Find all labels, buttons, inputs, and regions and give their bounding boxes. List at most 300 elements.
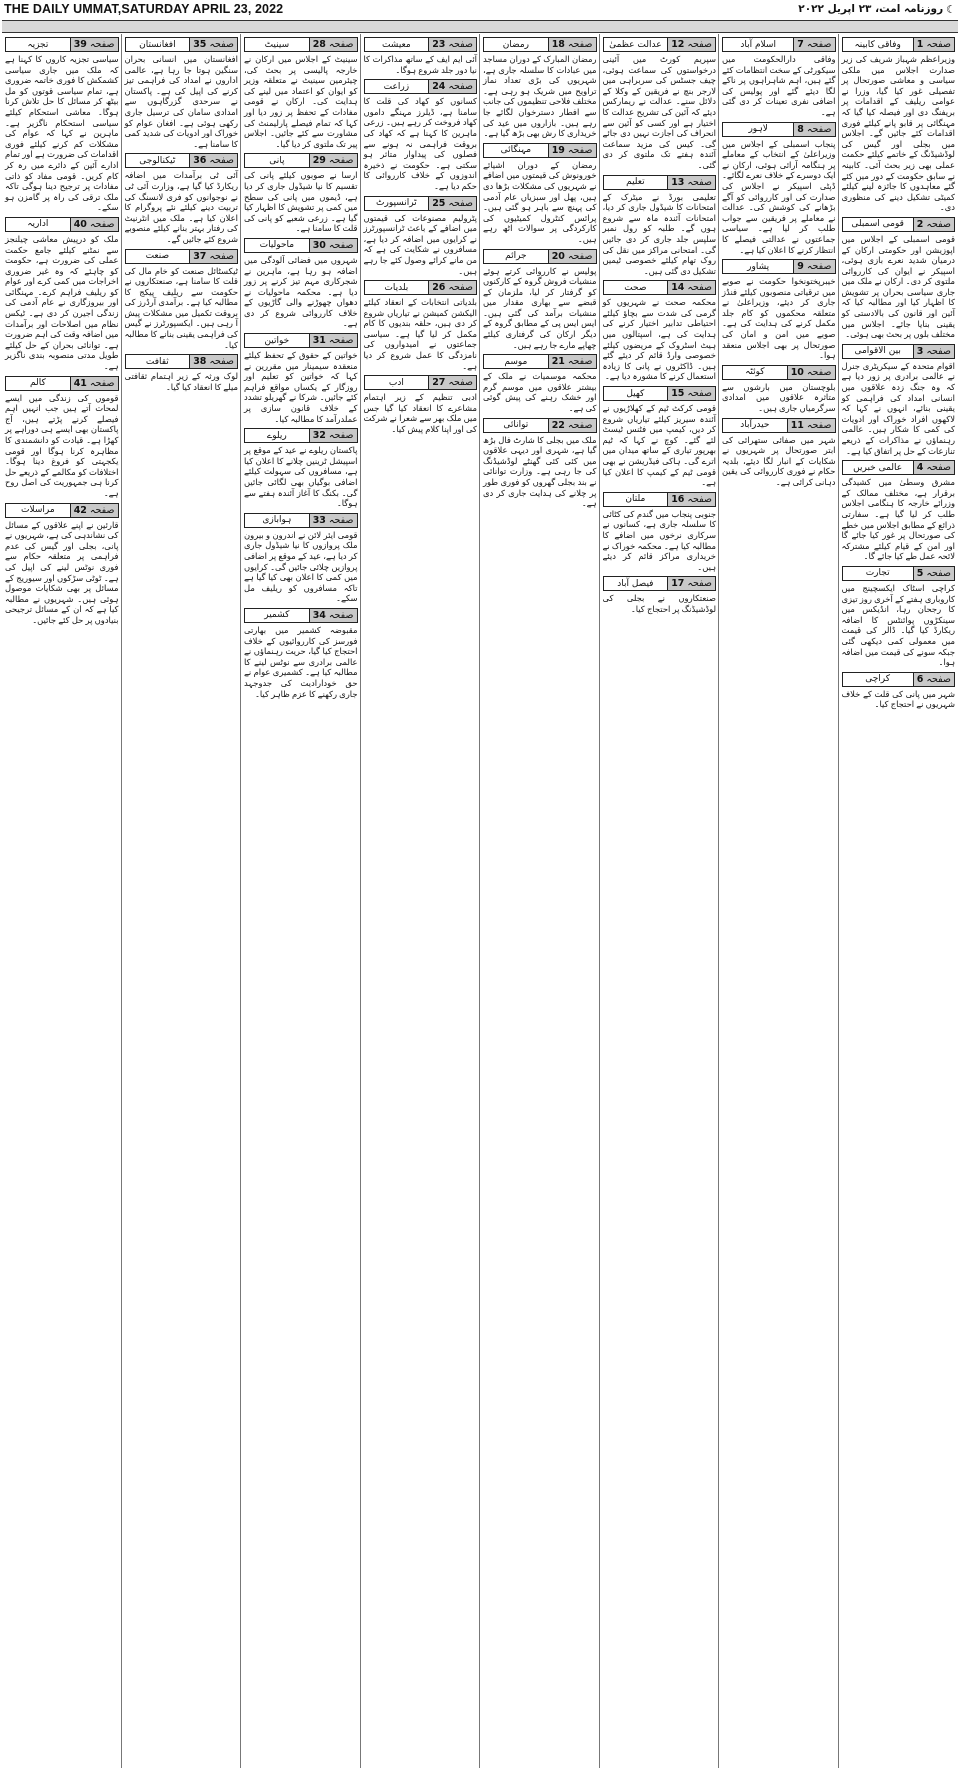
page-number: 7: [797, 39, 804, 50]
section-header: [125, 153, 239, 168]
news-item: [364, 280, 478, 371]
page-number-box: [189, 154, 237, 167]
news-item: [244, 428, 358, 509]
page-number: 37: [193, 250, 207, 262]
section-keyword: تجارت: [865, 568, 890, 579]
page-label: صفحہ: [448, 81, 473, 93]
page-number: 9: [797, 261, 804, 273]
page-number: 15: [671, 388, 685, 400]
page-number-box: [309, 609, 357, 622]
page-number-box: [70, 504, 118, 517]
column-divider: [838, 34, 839, 1768]
section-header: [603, 492, 717, 507]
page-number-box: [913, 673, 954, 686]
page-label: صفحہ: [687, 578, 712, 590]
news-item: [842, 566, 956, 668]
column-2: [719, 34, 839, 1768]
top-rule-bar: [2, 20, 958, 33]
news-item: [603, 280, 717, 382]
section-keyword: سینیٹ: [264, 39, 290, 50]
news-item: [5, 217, 119, 372]
news-item: [842, 460, 956, 562]
column-divider: [718, 34, 719, 1768]
page-number: 42: [73, 504, 87, 516]
page-number: 39: [73, 39, 87, 50]
page-number: 32: [312, 430, 326, 442]
section-body-text: مقبوضہ کشمیر میں بھارتی فورسز کی کارروائیوں کے خلاف احتجاج کیا گیا، حریت رہنماؤں نے عالمی برادری سے نوٹس لینے کا مطالبہ کیا ہے۔ کشمیری عوام نے حق خودارادیت کی جدوجہد جاری رکھنے کا عزم ظاہر کیا۔: [244, 624, 358, 699]
page-number-box: [70, 377, 118, 390]
page-label: صفحہ: [926, 567, 951, 579]
page-number: 23: [432, 39, 446, 50]
page-number: 11: [790, 419, 804, 431]
page-number: 20: [551, 250, 565, 262]
section-header: [722, 418, 836, 433]
news-item: [842, 217, 956, 340]
page-label: صفحہ: [209, 155, 234, 167]
page-number-box: [667, 38, 715, 51]
section-keyword: عالمی خبریں: [853, 462, 903, 473]
section-body-text: سپریم کورٹ میں آئینی درخواستوں کی سماعت ہوئی، چیف جسٹس کی سربراہی میں لارجر بنچ نے فریقین کے وکلا کے دلائل سنے۔ عدالت نے ریمارکس دیئے کہ آئین کی تشریح عدالت کا اختیار ہے اور کسی کو آئین سے انحراف کی اجازت نہیں دی جائے گی۔ کیس کی مزید سماعت آئندہ ہفتے تک ملتوی کر دی گئی۔: [602, 54, 716, 170]
section-header: [125, 354, 239, 369]
page-number-box: [913, 38, 954, 51]
section-header: [722, 37, 836, 52]
page-label: صفحہ: [926, 218, 951, 230]
section-body-text: شہر میں صفائی ستھرائی کی ابتر صورتحال پر شہریوں نے شکایات کے انبار لگا دیئے، بلدیہ حکام نے فوری کارروائی کی یقین دہانی کرائی ہے۔: [722, 434, 836, 487]
page-label: صفحہ: [806, 39, 832, 50]
section-body-text: پٹرولیم مصنوعات کی قیمتوں میں اضافے کے باعث ٹرانسپورٹرز نے کرایوں میں اضافہ کر دیا ہے، مسافروں نے شکایت کی ہے کہ من مانے کرائے وصول کئے جا رہے ہیں۔: [363, 212, 477, 276]
page-number: 2: [916, 218, 924, 230]
section-body-text: ٹیکسٹائل صنعت کو خام مال کی قلت کا سامنا ہے، صنعتکاروں نے حکومت سے ریلیف پیکج کا مطالبہ کیا ہے۔ برآمدی آرڈرز کی بروقت تکمیل میں مشکلات پیش آ رہی ہیں۔ ایکسپورٹرز نے گیس کی فراہمی یقینی بنانے کا مطالبہ کیا۔: [124, 265, 238, 350]
news-item: [722, 259, 836, 361]
page-number-box: [793, 260, 834, 273]
section-body-text: محکمہ صحت نے شہریوں کو گرمی کی شدت سے بچاؤ کیلئے احتیاطی تدابیر اختیار کرنے کی ہدایت کی ہے، اسپتالوں میں ہیٹ اسٹروک کے مریضوں کیلئے خصوصی وارڈ قائم کر دیئے گئے ہیں۔ ڈاکٹروں نے پانی کا زیادہ استعمال کرنے کا مشورہ دیا ہے۔: [602, 297, 716, 382]
page-label: صفحہ: [89, 504, 115, 516]
section-body-text: وفاقی دارالحکومت میں سیکورٹی کے سخت انتظامات کئے گئے ہیں، اہم شاہراہوں پر ناکے لگا دیئے گئے اور پولیس کی اضافی نفری تعینات کر دی گئی ہے۔: [722, 54, 836, 117]
page-number: 18: [551, 39, 565, 50]
masthead: [0, 0, 960, 18]
news-item: [722, 122, 836, 256]
section-body-text: ادبی تنظیم کے زیر اہتمام مشاعرے کا انعقاد کیا گیا جس میں ملک بھر سے شعرا نے شرکت کی اور اپنا کلام پیش کیا۔: [363, 392, 477, 435]
news-item: [603, 492, 717, 573]
news-item: [5, 503, 119, 626]
column-divider: [479, 34, 480, 1768]
page-number-box: [548, 250, 596, 263]
section-keyword: ادب: [388, 377, 404, 388]
section-keyword: کالم: [29, 378, 46, 389]
page-number: 6: [916, 673, 924, 685]
section-header: [5, 376, 119, 391]
section-body-text: آئی ایم ایف کے ساتھ مذاکرات کا نیا دور جلد شروع ہوگا۔: [363, 54, 477, 75]
page-number-box: [189, 250, 237, 263]
section-body-text: اقوام متحدہ کے سیکریٹری جنرل نے عالمی برادری پر زور دیا ہے کہ وہ جنگ زدہ علاقوں میں انسانی امداد کی فراہمی کو یقینی بنائے، انہوں نے کہا کہ لاکھوں افراد خوراک اور ادویات کی کمی کا شکار ہیں۔ عالمی رہنماؤں نے مذاکرات کے ذریعے تنازعات کے حل پر اتفاق کیا ہے۔: [841, 360, 955, 456]
page-number-box: [913, 461, 954, 474]
page-number: 29: [312, 155, 326, 167]
page-number: 30: [312, 239, 326, 251]
page-label: صفحہ: [806, 366, 832, 378]
section-keyword: زراعت: [383, 81, 410, 92]
page-number-box: [428, 80, 476, 93]
page-number: 26: [432, 282, 446, 294]
section-header: [5, 37, 119, 52]
page-number-box: [428, 197, 476, 210]
page-number-box: [548, 144, 596, 157]
page-label: صفحہ: [687, 493, 712, 505]
page-number: 16: [671, 493, 685, 505]
section-body-text: کسانوں کو کھاد کی قلت کا سامنا ہے، ڈیلرز مہنگے داموں کھاد فروخت کر رہے ہیں۔ زرعی ماہرین کا کہنا ہے کہ کھاد کی بروقت فراہمی نہ ہونے سے فصلوں کی پیداوار متاثر ہو سکتی ہے۔ حکومت نے ذخیرہ اندوزوں کے خلاف کارروائی کا حکم دیا ہے۔: [363, 96, 477, 191]
column-7: [122, 34, 242, 1768]
news-item: [483, 143, 597, 245]
section-keyword: لاہور: [748, 124, 768, 135]
crescent-logo-icon: ☾: [946, 2, 956, 16]
section-header: [244, 153, 358, 168]
page-label: صفحہ: [687, 176, 712, 188]
news-item: [244, 513, 358, 604]
page-number-box: [913, 345, 954, 358]
news-item: [364, 37, 478, 75]
news-item: [722, 365, 836, 414]
news-item: [603, 386, 717, 488]
column-divider: [599, 34, 600, 1768]
section-header: [603, 280, 717, 295]
page-label: صفحہ: [209, 39, 234, 50]
section-header: [842, 217, 956, 232]
section-keyword: صحت: [624, 282, 647, 293]
page-number: 41: [73, 377, 87, 389]
news-item: [364, 196, 478, 277]
section-header: [364, 79, 478, 94]
page-number: 27: [432, 377, 446, 389]
section-header: [125, 37, 239, 52]
section-body-text: قومی ایئر لائن نے اندرون و بیرون ملک پروازوں کا نیا شیڈول جاری کر دیا ہے، عید کے موقع پر اضافی پروازیں چلائی جائیں گی۔ کرایوں میں کمی کا اعلان بھی کیا گیا ہے تاکہ مسافروں کو ریلیف مل سکے۔: [244, 529, 358, 604]
section-keyword: کراچی: [865, 674, 891, 685]
page-label: صفحہ: [89, 377, 115, 389]
section-header: [483, 354, 597, 369]
section-header: [244, 37, 358, 52]
page-number-box: [787, 366, 835, 379]
page-number: 21: [551, 356, 565, 368]
section-keyword: معیشت: [381, 39, 411, 50]
section-header: [483, 418, 597, 433]
page-label: صفحہ: [687, 282, 712, 294]
section-body-text: لوک ورثہ کے زیر اہتمام ثقافتی میلے کا انعقاد کیا گیا۔: [124, 371, 238, 392]
news-item: [842, 37, 956, 213]
page-number: 36: [193, 155, 207, 167]
section-body-text: بلدیاتی انتخابات کے انعقاد کیلئے الیکشن کمیشن نے تیاریاں شروع کر دی ہیں، حلقہ بندیوں کا کام مکمل کر لیا گیا ہے۔ سیاسی جماعتوں نے امیدواروں کی نامزدگی کا عمل شروع کر دیا ہے۔: [363, 297, 477, 371]
news-item: [603, 175, 717, 277]
page-label: صفحہ: [328, 514, 354, 526]
page-number: 31: [312, 335, 326, 347]
section-body-text: پاکستان ریلوے نے عید کے موقع پر اسپیشل ٹرینیں چلانے کا اعلان کیا ہے، مسافروں کی سہولت کیلئے اضافی بوگیاں بھی لگائی جائیں گی۔ بکنگ کا آغاز آئندہ ہفتے سے ہوگا۔: [244, 445, 358, 509]
news-item: [483, 354, 597, 413]
news-item: [244, 37, 358, 149]
section-body-text: قوموں کی زندگی میں ایسے لمحات آتے ہیں جب انہیں اہم فیصلے کرنے پڑتے ہیں، آج پاکستان بھی ایسے ہی دوراہے پر کھڑا ہے۔ قیادت کو دانشمندی کا مظاہرہ کرنا ہوگا اور قومی یکجہتی کو فروغ دینا ہوگا۔ اختلافات کو مکالمے کے ذریعے حل کرنا ہی جمہوریت کی اصل روح ہے۔: [5, 392, 119, 498]
page-number: 12: [671, 39, 685, 50]
section-body-text: محکمہ موسمیات نے ملک کے بیشتر علاقوں میں موسم گرم اور خشک رہنے کی پیش گوئی کی ہے۔: [483, 371, 597, 414]
page-label: صفحہ: [567, 39, 593, 50]
section-keyword: پشاور: [747, 261, 770, 272]
section-body-text: صنعتکاروں نے بجلی کی لوڈشیڈنگ پر احتجاج کیا۔: [602, 593, 716, 614]
section-keyword: توانائی: [503, 420, 529, 431]
page-number-box: [309, 38, 357, 51]
column-8: [2, 34, 122, 1768]
section-keyword: کھیل: [626, 388, 645, 399]
page-label: صفحہ: [209, 356, 234, 368]
page-number-box: [548, 419, 596, 432]
section-body-text: خیبرپختونخوا حکومت نے صوبے میں ترقیاتی منصوبوں کیلئے فنڈز جاری کر دیئے، وزیراعلیٰ نے متعلقہ محکموں کو کام جلد مکمل کرنے کی ہدایت کی ہے۔ صوبے میں امن و امان کی صورتحال پر بھی اجلاس منعقد ہوا۔: [722, 276, 836, 361]
section-header: [5, 503, 119, 518]
section-keyword: ثقافت: [145, 356, 169, 367]
section-body-text: سیاسی تجزیہ کاروں کا کہنا ہے کہ ملک میں جاری سیاسی کشمکش کا فوری خاتمہ ضروری ہے، تمام سیاسی قوتوں کو مل بیٹھ کر مسائل کا حل تلاش کرنا ہوگا۔ معاشی استحکام کیلئے سیاسی استحکام ناگزیر ہے۔ ماہرین نے کہا کہ عوام کی مشکلات کم کرنے کیلئے فوری اقدامات کی ضرورت ہے اور تمام ادارے آئین کے دائرے میں رہ کر کام کریں۔ قومی مفاد کو ذاتی مفادات پر ترجیح دینا ہوگی تاکہ ملک ترقی کی راہ پر گامزن ہو سکے۔: [5, 54, 119, 213]
section-keyword: کوئٹہ: [745, 367, 765, 378]
masthead-urdu-text: روزنامہ امت، ۲۳ اپریل ۲۰۲۲: [798, 3, 944, 15]
page-label: صفحہ: [328, 430, 354, 442]
page-number-box: [667, 577, 715, 590]
section-keyword: بین الاقوامی: [854, 346, 901, 357]
masthead-urdu-title: [798, 3, 956, 16]
column-divider: [360, 34, 361, 1768]
section-header: [125, 249, 239, 264]
page-number-box: [309, 334, 357, 347]
page-label: صفحہ: [89, 218, 115, 230]
masthead-english-title: THE DAILY UMMAT,SATURDAY APRIL 23, 2022: [4, 2, 284, 16]
section-keyword: رمضان: [502, 39, 530, 50]
section-header: [364, 280, 478, 295]
section-header: [603, 37, 717, 52]
section-keyword: ماحولیات: [259, 240, 295, 251]
page-number: 5: [916, 567, 924, 579]
page-number-box: [309, 429, 357, 442]
section-keyword: تجزیہ: [27, 39, 49, 50]
section-body-text: آئی ٹی برآمدات میں اضافہ ریکارڈ کیا گیا ہے، وزارت آئی ٹی نے نوجوانوں کو فری لانسنگ کی تربیت دینے کیلئے نئے پروگرام کا اعلان کیا ہے۔ ملک میں انٹرنیٹ کی رفتار بہتر بنانے کیلئے منصوبے شروع کئے جائیں گے۔: [124, 170, 238, 244]
section-header: [842, 460, 956, 475]
section-keyword: افغانستان: [139, 39, 176, 50]
section-header: [244, 428, 358, 443]
page-number-box: [428, 376, 476, 389]
column-4: [480, 34, 600, 1768]
page-label: صفحہ: [687, 39, 712, 50]
page-number: 8: [797, 123, 804, 135]
page-number: 1: [916, 39, 924, 50]
section-keyword: مراسلات: [21, 505, 55, 516]
page-label: صفحہ: [806, 419, 832, 431]
page-number: 25: [432, 197, 446, 209]
page-number-box: [309, 514, 357, 527]
page-number: 40: [73, 218, 87, 230]
section-body-text: بلوچستان میں بارشوں سے متاثرہ علاقوں میں امدادی سرگرمیاں جاری ہیں۔: [722, 381, 836, 414]
section-header: [842, 37, 956, 52]
page-label: صفحہ: [806, 123, 832, 135]
news-item: [244, 608, 358, 699]
page-label: صفحہ: [567, 250, 593, 262]
section-header: [483, 37, 597, 52]
section-body-text: ملک کو درپیش معاشی چیلنجز سے نمٹنے کیلئے جامع حکمت عملی کی ضرورت ہے، حکومت کو چاہئے کہ وہ غیر ضروری اخراجات میں کمی کرے اور عوام کو ریلیف فراہم کرے۔ مہنگائی اور بیروزگاری نے عام آدمی کی زندگی اجیرن کر دی ہے۔ ٹیکس نظام میں اصلاحات اور برآمدات میں اضافہ وقت کی اہم ضرورت ہے۔ توانائی بحران کے حل کیلئے طویل مدتی منصوبہ بندی ناگزیر ہے۔: [5, 233, 119, 372]
news-item: [244, 333, 358, 424]
section-header: [722, 365, 836, 380]
page-number-box: [189, 355, 237, 368]
page-number: 34: [312, 609, 326, 621]
column-6: [241, 34, 361, 1768]
section-body-text: خواتین کے حقوق کے تحفظ کیلئے منعقدہ سیمینار میں مقررین نے کہا کہ خواتین کو تعلیم اور روزگار کے یکساں مواقع فراہم کئے جائیں۔ شرکا نے گھریلو تشدد کے خلاف قانون سازی پر عملدرآمد کا مطالبہ کیا۔: [244, 350, 358, 424]
section-header: [364, 37, 478, 52]
news-item: [125, 37, 239, 149]
section-header: [603, 175, 717, 190]
section-header: [5, 217, 119, 232]
section-keyword: عدالت عظمیٰ: [609, 39, 662, 50]
page-label: صفحہ: [926, 462, 951, 474]
section-keyword: کشمیر: [264, 610, 290, 621]
page-label: صفحہ: [567, 419, 593, 431]
section-header: [364, 375, 478, 390]
news-item: [125, 354, 239, 392]
section-body-text: کراچی اسٹاک ایکسچینج میں کاروباری ہفتے کے آخری روز تیزی کا رجحان رہا، انڈیکس میں سینکڑوں پوائنٹس کا اضافہ ریکارڈ کیا گیا۔ ڈالر کی قیمت میں معمولی کمی دیکھی گئی جبکہ سونے کی قیمت میں اضافہ ہوا۔: [841, 582, 955, 668]
page-label: صفحہ: [328, 335, 354, 347]
section-body-text: قومی اسمبلی کے اجلاس میں اپوزیشن اور حکومتی ارکان کے درمیان شدید نعرے بازی ہوئی، اسپیکر نے ایوان کی کارروائی ملتوی کر دی۔ ارکان نے ملک میں جاری سیاسی بحران پر تشویش کا اظہار کیا اور مطالبہ کیا کہ آئین اور قانون کی بالادستی کو یقینی بنایا جائے۔ اجلاس میں مختلف بلوں پر بحث بھی ہوئی۔: [841, 233, 955, 340]
page-label: صفحہ: [926, 673, 951, 685]
page-number: 35: [193, 39, 207, 50]
page-number: 24: [432, 81, 446, 93]
news-item: [244, 153, 358, 234]
page-label: صفحہ: [209, 250, 234, 262]
page-number-box: [667, 176, 715, 189]
news-item: [364, 79, 478, 191]
section-header: [483, 249, 597, 264]
page-label: صفحہ: [328, 155, 354, 167]
column-divider: [240, 34, 241, 1768]
page-number: 3: [916, 345, 924, 357]
page-number: 4: [916, 462, 924, 474]
page-label: صفحہ: [328, 39, 354, 50]
section-keyword: صنعت: [145, 251, 170, 261]
section-body-text: وزیراعظم شہباز شریف کی زیر صدارت اجلاس میں ملکی سیاسی و معاشی صورتحال پر تفصیلی غور کیا گیا، وزرا نے عوامی ریلیف کے اقدامات پر بریفنگ دی اور فیصلہ کیا گیا کہ مہنگائی پر قابو پانے کیلئے فوری اقدامات کئے جائیں گے۔ اجلاس میں بجلی اور گیس کی لوڈشیڈنگ کے خاتمے کیلئے حکمت عملی بھی زیر بحث آئی۔ کابینہ نے سابق حکومت کے دور میں کئے گئے معاہدوں کا جائزہ لینے کیلئے کمیٹی تشکیل دینے کی منظوری دی۔: [841, 54, 955, 213]
page-label: صفحہ: [567, 356, 593, 368]
column-divider: [121, 34, 122, 1768]
news-item: [842, 344, 956, 456]
page-number: 19: [551, 144, 565, 156]
section-body-text: افغانستان میں انسانی بحران سنگین ہوتا جا رہا ہے، عالمی اداروں نے امداد کی فراہمی تیز کرنے کی اپیل کی ہے۔ پاکستان نے سرحدی گزرگاہوں سے امدادی سامان کی ترسیل جاری رکھی ہوئی ہے۔ افغان عوام کو خوراک اور ادویات کی شدید کمی کا سامنا ہے۔: [124, 54, 238, 149]
news-item: [125, 249, 239, 351]
page-label: صفحہ: [567, 144, 593, 156]
page-number-box: [70, 218, 118, 231]
news-item: [364, 375, 478, 434]
section-keyword: ہوابازی: [262, 515, 292, 526]
news-item: [722, 37, 836, 118]
news-item: [722, 418, 836, 488]
section-keyword: ٹرانسپورٹ: [376, 198, 417, 209]
section-keyword: پانی: [269, 155, 285, 166]
page-label: صفحہ: [448, 39, 473, 50]
section-keyword: حیدرآباد: [740, 420, 770, 431]
section-header: [603, 386, 717, 401]
section-body-text: مشرق وسطیٰ میں کشیدگی برقرار ہے، مختلف ممالک کے وزرائے خارجہ کا ہنگامی اجلاس طلب کر لیا گیا ہے۔ سفارتی ذرائع کے مطابق اجلاس میں خطے کی صورتحال پر غور کیا جائے گا اور امن کے قیام کیلئے مشترکہ لائحہ عمل طے کیا جائے گا۔: [841, 477, 955, 562]
section-body-text: پولیس نے کارروائی کرتے ہوئے منشیات فروش گروہ کے کارکنوں کو گرفتار کر لیا، ملزمان کے قبضے سے بھاری مقدار میں منشیات برآمد کی گئی ہیں۔ ایس ایس پی کے مطابق گروہ کے دیگر ارکان کی گرفتاری کیلئے چھاپے مارے جا رہے ہیں۔: [483, 265, 597, 350]
section-header: [722, 259, 836, 274]
section-body-text: شہروں میں فضائی آلودگی میں اضافہ ہو رہا ہے، ماہرین نے شجرکاری مہم تیز کرنے پر زور دیا ہے۔ محکمہ ماحولیات نے دھواں چھوڑنے والی گاڑیوں کے خلاف کارروائی شروع کر دی ہے۔: [244, 254, 358, 329]
page-label: صفحہ: [926, 39, 951, 50]
news-item: [483, 37, 597, 139]
page-number-box: [667, 387, 715, 400]
page-number-box: [189, 38, 237, 51]
news-item: [603, 576, 717, 614]
section-header: [842, 672, 956, 687]
section-body-text: شہر میں پانی کی قلت کے خلاف شہریوں نے احتجاج کیا۔: [841, 688, 955, 710]
section-keyword: جرائم: [505, 251, 527, 261]
section-body-text: قارئین نے اپنے علاقوں کے مسائل کی نشاندہی کی ہے، شہریوں نے پانی، بجلی اور گیس کی عدم فراہمی پر متعلقہ حکام سے فوری نوٹس لینے کی اپیل کی ہے۔ ٹوٹی سڑکوں اور سیوریج کے مسائل پر بھی شکایات موصول ہوئی ہیں۔ شہریوں نے مطالبہ کیا ہے کہ ان کے مسائل ترجیحی بنیادوں پر حل کئے جائیں۔: [5, 519, 119, 625]
section-header: [842, 566, 956, 581]
section-keyword: ریلوے: [266, 430, 287, 441]
news-item: [842, 672, 956, 710]
page-number-box: [548, 38, 596, 51]
section-header: [603, 576, 717, 591]
section-keyword: ملتان: [625, 494, 646, 505]
section-keyword: مہنگائی: [500, 145, 532, 156]
page-label: صفحہ: [89, 39, 115, 50]
news-item: [244, 238, 358, 329]
page-label: صفحہ: [448, 197, 473, 209]
page-label: صفحہ: [328, 609, 354, 621]
section-body-text: پنجاب اسمبلی کے اجلاس میں وزیراعلیٰ کے انتخاب کے معاملے پر ہنگامہ آرائی ہوئی، ارکان نے ایک دوسرے کے خلاف نعرے لگائے۔ ڈپٹی اسپیکر نے اجلاس کی صدارت کی اور کارروائی کو آگے بڑھانے کی کوشش کی۔ عدالت نے معاملے پر فریقین سے جواب طلب کر لیا ہے۔ سیاسی جماعتوں نے عدالتی فیصلے کا انتظار کرنے کا اعلان کیا ہے۔: [722, 138, 836, 255]
page-number-box: [548, 355, 596, 368]
page-number: 10: [790, 366, 804, 378]
section-keyword: بلدیات: [384, 282, 409, 293]
news-item: [125, 153, 239, 244]
news-item: [603, 37, 717, 171]
section-header: [364, 196, 478, 211]
section-body-text: ملک میں بجلی کا شارٹ فال بڑھ گیا ہے، شہری اور دیہی علاقوں میں کئی کئی گھنٹے لوڈشیڈنگ کی جا رہی ہے۔ وزارت توانائی نے بند بجلی گھروں کو فوری طور پر چلانے کی ہدایت جاری کر دی ہے۔: [483, 434, 597, 509]
page-number: 33: [312, 514, 326, 526]
section-header: [244, 608, 358, 623]
page-number: 28: [312, 39, 326, 50]
page-number: 17: [671, 578, 685, 590]
page-number: 38: [193, 356, 207, 368]
section-keyword: ٹیکنالوجی: [139, 155, 176, 166]
news-item: [5, 376, 119, 499]
section-body-text: سینیٹ کے اجلاس میں ارکان نے خارجہ پالیسی پر بحث کی، چیئرمین سینیٹ نے متعلقہ وزیر کو ایوان کو اعتماد میں لینے کی ہدایت کی۔ ارکان نے قومی مفادات کے تحفظ پر زور دیا اور کہا کہ تمام فیصلے پارلیمنٹ کی مشاورت سے کئے جائیں۔ اجلاس پیر تک ملتوی کر دیا گیا۔: [244, 54, 358, 149]
section-keyword: تعلیم: [626, 177, 645, 188]
page-number-box: [70, 38, 118, 51]
column-3: [600, 34, 720, 1768]
section-keyword: اداریہ: [27, 219, 49, 230]
page-label: صفحہ: [448, 377, 473, 389]
column-5: [361, 34, 481, 1768]
section-body-text: تعلیمی بورڈ نے میٹرک کے امتحانات کا شیڈول جاری کر دیا، امتحانات آئندہ ماہ سے شروع ہوں گے۔ طلبہ کو رول نمبر سلپس جلد جاری کر دی جائیں گی۔ امتحانی مراکز میں نقل کی روک تھام کیلئے خصوصی ٹیمیں تشکیل دی گئی ہیں۔: [602, 191, 716, 276]
page-number-box: [787, 419, 835, 432]
page-label: صفحہ: [448, 282, 473, 294]
section-body-text: رمضان کے دوران اشیائے خورونوش کی قیمتوں میں اضافے نے شہریوں کی مشکلات بڑھا دی ہیں، پھل اور سبزیاں عام آدمی کی پہنچ سے باہر ہو گئی ہیں۔ پرائس کنٹرول کمیٹیوں کی کارکردگی پر سوالات اٹھ رہے ہیں۔: [483, 159, 597, 244]
page-number-box: [913, 218, 954, 231]
news-item: [5, 37, 119, 213]
page-number-box: [667, 281, 715, 294]
news-item: [483, 418, 597, 509]
section-keyword: اسلام آباد: [740, 39, 776, 50]
section-header: [244, 513, 358, 528]
page-label: صفحہ: [328, 239, 354, 251]
section-header: [244, 238, 358, 253]
section-body-text: جنوبی پنجاب میں گندم کی کٹائی کا سلسلہ جاری ہے، کسانوں نے سرکاری نرخوں میں اضافے کا مطالبہ کیا ہے۔ محکمہ خوراک نے خریداری مراکز قائم کر دیئے ہیں۔: [602, 508, 716, 572]
section-header: [722, 122, 836, 137]
column-1: [839, 34, 959, 1768]
section-header: [483, 143, 597, 158]
section-keyword: فیصل آباد: [617, 578, 654, 589]
page-label: صفحہ: [806, 261, 832, 273]
section-header: [244, 333, 358, 348]
page-number-box: [793, 38, 834, 51]
page-number-box: [793, 123, 834, 136]
section-body-text: قومی کرکٹ ٹیم کے کھلاڑیوں نے آئندہ سیریز کیلئے تیاریاں شروع کر دیں، کیمپ میں فٹنس ٹیسٹ لئے گئے۔ کوچ نے کہا کہ ٹیم بھرپور تیاری کے ساتھ میدان میں اترے گی۔ ہاکی فیڈریشن نے بھی قومی ٹیم کے کیمپ کا اعلان کیا ہے۔: [602, 403, 716, 488]
page-number-box: [428, 38, 476, 51]
section-keyword: قومی اسمبلی: [851, 219, 904, 230]
page-number: 14: [671, 282, 685, 294]
page-number-box: [309, 154, 357, 167]
